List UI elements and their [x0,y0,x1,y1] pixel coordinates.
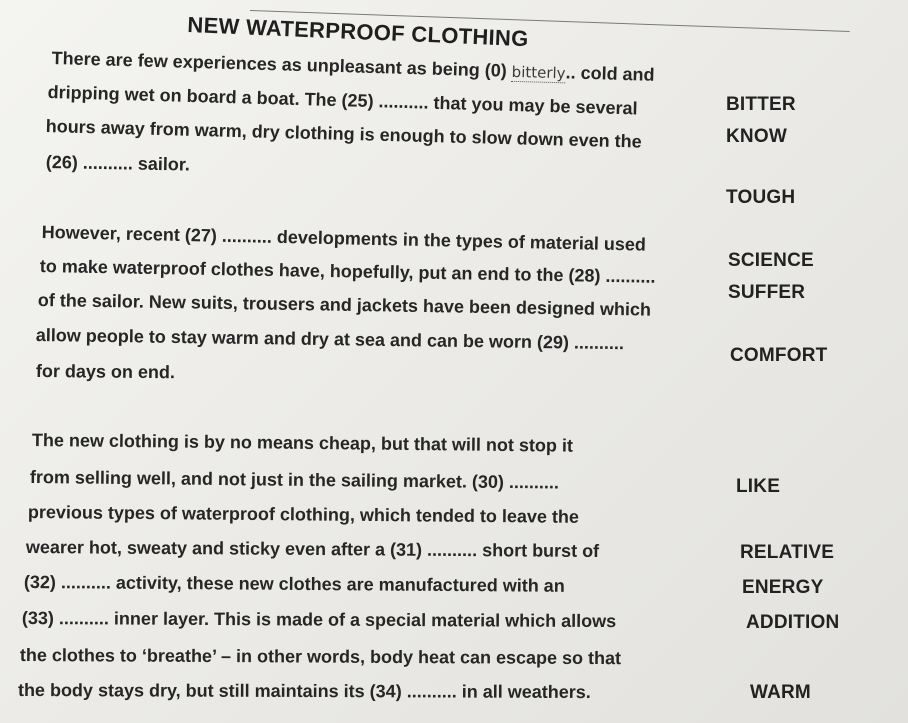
stem-word-10: WARM [750,682,811,703]
page-title: NEW WATERPROOF CLOTHING [186,12,530,52]
passage-line-13: (32) .......... activity, these new clothes are manufactured with an [23,572,565,596]
passage-text: There are few experiences as unpleasant as being (0) [51,48,513,81]
stem-word-2: TOUGH [726,187,796,208]
passage-line-2: hours away from warm, dry clothing is enough to slow down even the [45,116,642,152]
passage-line-5: to make waterproof clothes have, hopefully, put an end to the (28) .......... [39,256,656,287]
stem-word-8: ENERGY [742,577,824,598]
example-answer: bitterly [511,62,566,83]
passage-line-11: previous types of waterproof clothing, which tended to leave the [27,502,580,527]
passage-line-16: the body stays dry, but still maintains its (34) .......... in all weathers. [17,680,591,702]
passage-line-8: for days on end. [35,361,176,383]
stem-word-9: ADDITION [746,612,840,633]
stem-word-7: RELATIVE [740,542,835,563]
passage-line-12: wearer hot, sweaty and sticky even after a (31) .......... short burst of [25,537,600,562]
stem-word-0: BITTER [726,94,796,115]
passage-line-9: The new clothing is by no means cheap, but that will not stop it [31,430,574,456]
passage-line-4: However, recent (27) .......... developments in the types of material used [41,222,647,255]
stem-word-1: KNOW [726,126,787,147]
passage-line-0 [51,48,654,86]
passage-line-1: dripping wet on board a boat. The (25) .......... that you may be several [47,82,638,119]
passage-line-7: allow people to stay warm and dry at sea and can be worn (29) .......... [35,325,625,354]
stem-word-6: LIKE [736,476,781,497]
passage-line-10: from selling well, and not just in the sailing market. (30) .......... [29,467,560,493]
passage-text: .. cold and [565,62,655,85]
passage-line-6: of the sailor. New suits, trousers and jackets have been designed which [37,290,652,320]
passage-line-15: the clothes to ‘breathe’ – in other words, body heat can escape so that [19,645,622,669]
stem-word-4: SUFFER [728,282,806,303]
stem-word-5: COMFORT [730,345,828,366]
passage-line-14: (33) .......... inner layer. This is made of a special material which allows [21,608,617,632]
stem-word-3: SCIENCE [728,250,814,271]
passage-line-3: (26) .......... sailor. [45,152,191,175]
